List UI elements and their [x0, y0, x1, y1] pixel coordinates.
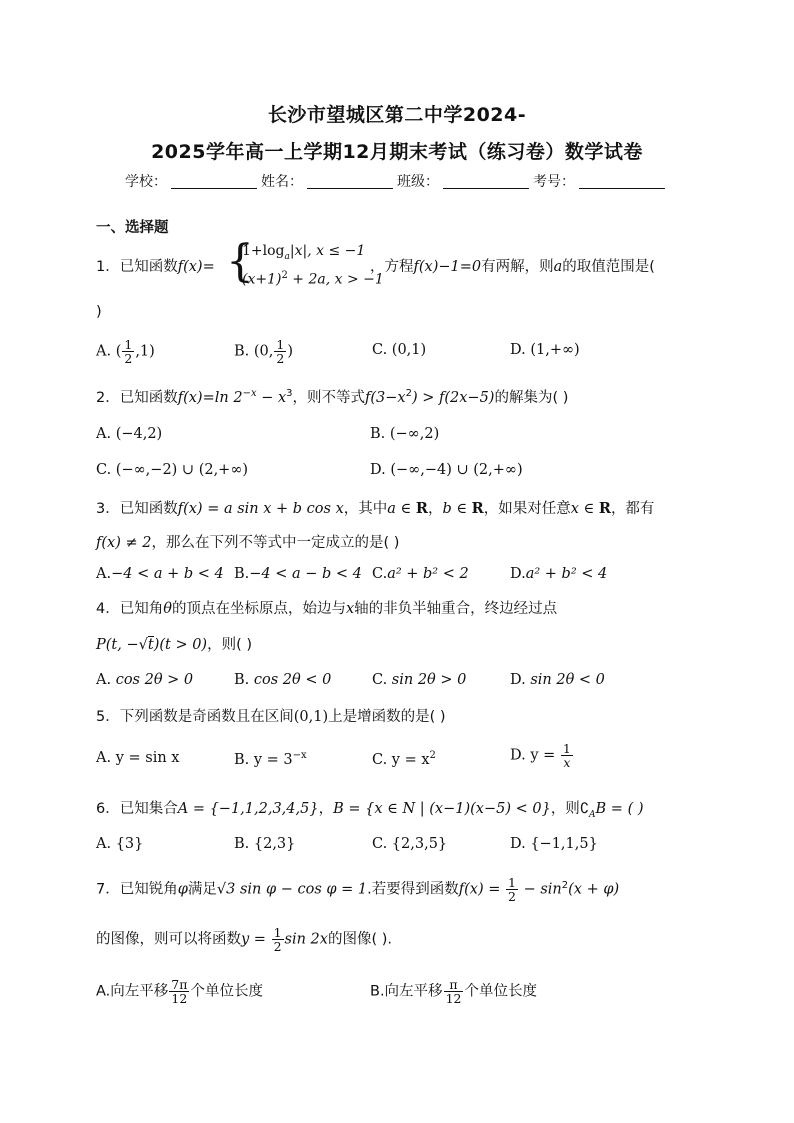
q5-option-b-sup: −x: [292, 750, 307, 761]
q6-set-a: A = {−1,1,2,3,4,5}: [177, 801, 319, 817]
q1-option-b[interactable]: [234, 338, 293, 365]
q1-option-b-left: (0,: [253, 343, 274, 360]
q7-mid: 满足: [187, 881, 217, 898]
q1-case2-sup: 2: [281, 270, 288, 281]
q2-inequality-a: f(3−x: [365, 390, 406, 406]
section-title: 一、选择题: [96, 220, 169, 236]
q7-option-a-den: 12: [171, 991, 188, 1007]
q7-option-b-fraction: [444, 978, 464, 1005]
q1-tail2: 的取值范围是(: [562, 259, 655, 275]
q2-stem: [96, 386, 568, 407]
q3-option-d-text: a² + b² < 4: [525, 566, 608, 582]
q5-stem: [96, 705, 446, 726]
q7-condition: √3 sin φ − cos φ = 1: [216, 881, 368, 898]
q7-function-arg: (x + φ): [568, 881, 620, 898]
q1-option-a-num: 1: [124, 337, 133, 352]
q2-option-c[interactable]: C. (−∞,−2) ∪ (2,+∞): [96, 462, 249, 478]
q7-g-sin: sin 2x: [284, 931, 328, 948]
q4-tail: 轴的非负半轴重合，终边经过点: [354, 601, 558, 617]
q1-var-a: a: [553, 259, 563, 275]
q3-function: f(x) = a sin x + b cos x: [177, 501, 344, 517]
q7-option-b-num: π: [444, 978, 464, 992]
q5-option-a[interactable]: A. y = sin x: [96, 750, 180, 766]
q7-option-a-text: A.向左平移: [96, 983, 169, 1000]
q3-lead: 3．已知函数: [96, 501, 178, 517]
q4-point-rest: )(t > 0): [153, 637, 208, 653]
q6-complement-sub: A: [589, 809, 596, 820]
q1-case1: [242, 243, 365, 262]
q4-theta: θ: [163, 601, 172, 617]
q1-mid: ，方程: [370, 259, 414, 275]
q1-option-c[interactable]: C. (0,1): [372, 342, 427, 358]
exam-title-line1: 长沙市望城区第二中学2024-: [267, 104, 527, 126]
q2-option-d[interactable]: D. (−∞,−4) ∪ (2,+∞): [370, 462, 523, 478]
q3-option-c-label: C.: [372, 566, 388, 582]
q7-option-b-unit: 个单位长度: [464, 983, 537, 1000]
q1-case2-rest: + 2a, x > −1: [287, 271, 384, 288]
q4-option-d-text: sin 2θ < 0: [530, 672, 605, 688]
q3-a-in: a ∈: [387, 501, 416, 517]
q1-option-a[interactable]: [96, 338, 155, 365]
q7-option-b-den: 12: [445, 991, 462, 1007]
q1-option-b-den: 2: [276, 351, 285, 367]
q6-option-c[interactable]: C. {2,3,5}: [372, 836, 448, 852]
q5-option-d[interactable]: [510, 742, 574, 769]
q4-option-b-label: B.: [234, 672, 250, 688]
q2-option-b[interactable]: B. (−∞,2): [370, 426, 440, 442]
q4-stem-line2: [96, 633, 252, 654]
q3-option-d-label: D.: [510, 566, 526, 582]
name-blank[interactable]: [307, 174, 393, 189]
q4-x-var: x: [345, 601, 355, 617]
student-info-line: [0, 171, 794, 191]
q1-wrap: ): [96, 304, 102, 320]
q3-option-b[interactable]: [234, 566, 362, 582]
q7-tail: .若要得到函数: [367, 881, 459, 898]
q6-option-d[interactable]: D. {−1,1,5}: [510, 836, 598, 852]
q1-option-a-left: (: [115, 343, 122, 360]
q7-phi: φ: [177, 881, 188, 898]
q7-function-sin: − sin: [518, 881, 562, 898]
q2-function: f(x)=ln 2: [177, 390, 243, 406]
q6-comma: ，: [318, 801, 334, 817]
q1-option-b-right: ): [287, 343, 293, 360]
q5-lead: 5．下列函数是奇函数且在区间: [96, 709, 294, 725]
q2-tail: 的解集为( ): [494, 390, 569, 406]
q7-function-den: 2: [508, 889, 516, 905]
q7-option-b-text: B.向左平移: [370, 983, 443, 1000]
q1-tail: 有两解，则: [481, 259, 554, 275]
q2-option-a[interactable]: A. (−4,2): [96, 426, 163, 442]
q6-tail: ，则: [550, 801, 580, 817]
q1-option-b-num: 1: [276, 337, 285, 352]
q1-function-name: f(x)=: [177, 259, 215, 275]
name-label: 姓名：: [261, 174, 303, 190]
q3-comma: ，: [427, 501, 443, 517]
q1-case2: [242, 270, 384, 288]
q3-stem-line1: [96, 497, 654, 518]
q5-interval: (0,1): [293, 709, 329, 725]
q3-condition: f(x) ≠ 2: [96, 535, 152, 551]
q1-case1-text: 1+log: [242, 243, 285, 259]
q1-option-b-fraction: [274, 338, 286, 365]
q4-option-c-label: C.: [372, 672, 388, 688]
q5-option-b-text: B. y = 3: [234, 751, 293, 768]
q6-stem: [96, 797, 644, 820]
q7-option-a-unit: 个单位长度: [190, 983, 263, 1000]
q4-option-d-label: D.: [510, 672, 526, 688]
q7-g-num: 1: [273, 925, 282, 940]
q4-option-a[interactable]: [96, 672, 193, 688]
q6-lead: 6．已知集合: [96, 801, 178, 817]
q5-option-d-text: D. y =: [510, 747, 560, 764]
q1-option-b-label: B.: [234, 343, 250, 360]
q7-g-function: y =: [241, 931, 271, 948]
q5-option-d-den: x: [563, 755, 571, 771]
q3-tail: ，如果对任意: [483, 501, 571, 517]
q3-option-c-text: a² + b² < 2: [387, 566, 469, 582]
q3-stem-line2: [96, 531, 399, 552]
q5-option-b[interactable]: [234, 750, 307, 768]
q3-option-c[interactable]: [372, 566, 469, 582]
q6-set-b: B = {x ∈ N | (x−1)(x−5) < 0}: [333, 801, 551, 817]
q3-option-b-label: B.: [234, 566, 250, 582]
q7-option-b[interactable]: [370, 978, 537, 1005]
q7-function: f(x) =: [458, 881, 506, 898]
q7-option-a-fraction: [169, 978, 189, 1005]
q1-option-d[interactable]: D. (1,+∞): [510, 342, 580, 358]
q7-option-a-num: 7π: [171, 977, 188, 992]
q4-question: ，则( ): [207, 637, 253, 653]
q7-stem-line2: [96, 926, 392, 953]
q5-option-d-num: 1: [562, 741, 571, 756]
q4-mid: 的顶点在坐标原点，始边与: [171, 601, 346, 617]
q5-option-c-sup: 2: [429, 750, 436, 761]
q4-lead: 4．已知角: [96, 601, 164, 617]
q4-sqrt-t: t: [147, 637, 154, 653]
q3-b-in: b ∈: [442, 501, 472, 517]
q2-mid: ，则不等式: [292, 390, 366, 406]
exam-number-blank[interactable]: [579, 174, 665, 189]
q3-real-set-b: R: [471, 500, 484, 517]
q5-option-c-text: C. y = x: [372, 751, 430, 768]
q3-question: ，那么在下列不等式中一定成立的是( ): [151, 535, 400, 551]
q1-piecewise-brace: {: [226, 236, 254, 287]
q2-function-sup2: 3: [286, 388, 293, 400]
q4-option-b[interactable]: [234, 672, 331, 688]
q4-stem-line1: [96, 597, 557, 618]
q4-option-a-label: A.: [96, 672, 112, 688]
class-label: 班级：: [397, 174, 439, 190]
q1-lead: [96, 255, 215, 276]
q5-option-c[interactable]: [372, 750, 436, 768]
q7-function-sup: 2: [561, 879, 569, 891]
q5-option-d-fraction: [561, 742, 573, 769]
q7-g-den: 2: [273, 939, 282, 955]
q7-function-num: 1: [508, 875, 516, 890]
q2-function-sup: −x: [242, 388, 257, 400]
q4-option-d[interactable]: [510, 672, 605, 688]
q3-mid: ，其中: [343, 501, 388, 517]
q1-case1-sub: a: [284, 251, 290, 262]
q1-case1-rest: |x|, x ≤ −1: [289, 243, 366, 259]
q4-option-b-text: cos 2θ < 0: [253, 672, 332, 688]
q7-function-fraction: [506, 876, 518, 903]
q7-option-a[interactable]: [96, 978, 263, 1005]
q3-option-b-text: −4 < a − b < 4: [249, 566, 362, 582]
q4-sqrt-sign: √: [138, 637, 148, 653]
q3-option-a[interactable]: [96, 566, 224, 582]
q4-point: P(t, −: [96, 637, 139, 653]
q5-tail: 上是增函数的是( ): [328, 709, 446, 725]
q6-option-b[interactable]: B. {2,3}: [234, 836, 296, 852]
q3-option-a-text: −4 < a + b < 4: [111, 566, 224, 582]
q2-function-rest: − x: [256, 390, 287, 406]
q7-question: 的图像( ).: [327, 931, 392, 948]
q4-option-a-text: cos 2θ > 0: [115, 672, 194, 688]
q7-stem-line1: [96, 876, 619, 903]
q2-inequality-b: ) > f(2x−5): [411, 390, 495, 406]
q3-x-in: x ∈: [570, 501, 599, 517]
q1-case2-text: (x+1): [242, 271, 282, 288]
q4-option-c-text: sin 2θ > 0: [391, 672, 467, 688]
school-blank[interactable]: [171, 174, 257, 189]
q1-option-a-fraction: [122, 338, 134, 365]
exam-number-label: 考号：: [533, 174, 575, 190]
q1-option-a-right: ,1): [135, 343, 155, 360]
school-label: 学校：: [125, 174, 167, 190]
q3-real-set-a: R: [415, 500, 428, 517]
class-blank[interactable]: [443, 174, 529, 189]
q6-option-a[interactable]: A. {3}: [96, 836, 144, 852]
q1-rest: [370, 255, 655, 276]
q1-equation: f(x)−1=0: [413, 259, 482, 275]
q4-option-c[interactable]: [372, 672, 466, 688]
q2-lead: 2．已知函数: [96, 390, 178, 406]
q7-g-fraction: [272, 926, 284, 953]
q6-complement-sign: ∁: [579, 801, 590, 817]
q7-lead: 7．已知锐角: [96, 881, 178, 898]
q7-line2-text: 的图像，则可以将函数: [96, 931, 241, 948]
q3-tail2: ，都有: [610, 501, 655, 517]
exam-title-line2: 2025学年高一上学期12月期末考试（练习卷）数学试卷: [151, 141, 643, 163]
q3-option-a-label: A.: [96, 566, 112, 582]
q6-complement-expr: B = ( ): [595, 801, 644, 817]
q1-lead-text: 1．已知函数: [96, 259, 178, 275]
q3-real-set-x: R: [598, 500, 611, 517]
q3-option-d[interactable]: [510, 566, 607, 582]
q2-inequality-sup: 2: [405, 388, 412, 400]
q1-option-a-label: A.: [96, 343, 112, 360]
q1-option-a-den: 2: [124, 351, 133, 367]
